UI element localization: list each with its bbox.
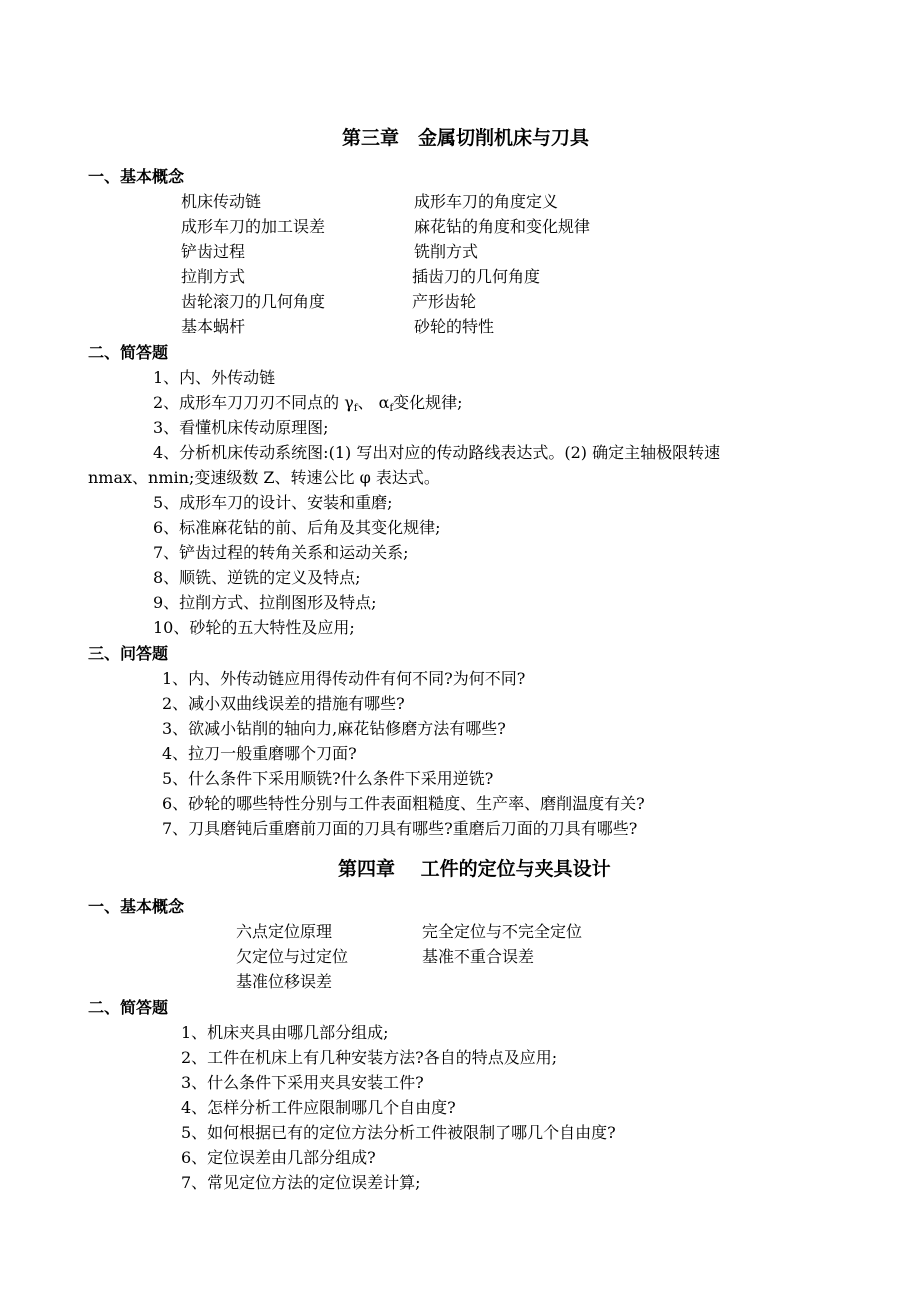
question-item: 4、分析机床传动系统图:(1) 写出对应的传动路线表达式。(2) 确定主轴极限转速 xyxy=(153,443,721,462)
chapter4-title: 第四章 工件的定位与夹具设计 xyxy=(338,858,611,880)
ch3-s3-heading: 三、问答题 xyxy=(88,644,169,663)
question-item-continued: nmax、nmin;变速级数 Z、转速公比 φ 表达式。 xyxy=(88,468,440,487)
ch3-s1-heading: 一、基本概念 xyxy=(88,167,185,186)
concept-term: 成形车刀的加工误差 xyxy=(181,217,326,236)
question-item: 3、什么条件下采用夹具安装工件? xyxy=(181,1073,424,1092)
concept-term: 成形车刀的角度定义 xyxy=(414,192,559,211)
concept-term: 铣削方式 xyxy=(414,242,479,261)
question-item: 4、拉刀一般重磨哪个刀面? xyxy=(162,744,357,763)
question-item: 5、成形车刀的设计、安装和重磨; xyxy=(153,493,393,512)
concept-term: 六点定位原理 xyxy=(236,922,333,941)
question-item: 7、常见定位方法的定位误差计算; xyxy=(181,1173,421,1192)
concept-term: 麻花钻的角度和变化规律 xyxy=(414,217,591,236)
question-item: 1、内、外传动链应用得传动件有何不同?为何不同? xyxy=(162,669,526,688)
ch3-s2-heading: 二、简答题 xyxy=(88,343,169,362)
concept-term: 基本蜗杆 xyxy=(181,317,246,336)
question-item: 5、如何根据已有的定位方法分析工件被限制了哪几个自由度? xyxy=(181,1123,616,1142)
concept-term: 砂轮的特性 xyxy=(414,317,495,336)
question-item: 6、砂轮的哪些特性分别与工件表面粗糙度、生产率、磨削温度有关? xyxy=(162,794,645,813)
question-item: 3、欲减小钻削的轴向力,麻花钻修磨方法有哪些? xyxy=(162,719,506,738)
ch4-s2-heading: 二、简答题 xyxy=(88,998,169,1017)
question-item: 9、拉削方式、拉削图形及特点; xyxy=(153,593,377,612)
concept-term: 铲齿过程 xyxy=(181,242,246,261)
concept-term: 插齿刀的几何角度 xyxy=(412,267,541,286)
concept-term: 拉削方式 xyxy=(181,267,246,286)
concept-term: 机床传动链 xyxy=(181,192,262,211)
concept-term: 完全定位与不完全定位 xyxy=(422,922,583,941)
question-item: 8、顺铣、逆铣的定义及特点; xyxy=(153,568,361,587)
question-item: 10、砂轮的五大特性及应用; xyxy=(153,618,355,637)
question-item: 2、成形车刀刀刃不同点的 $\gamma_f$、 $\alpha_f$变化规律; xyxy=(153,393,463,414)
question-item: 7、刀具磨钝后重磨前刀面的刀具有哪些?重磨后刀面的刀具有哪些? xyxy=(162,819,638,838)
question-item: 2、工件在机床上有几种安装方法?各自的特点及应用; xyxy=(181,1048,558,1067)
question-item: 7、铲齿过程的转角关系和运动关系; xyxy=(153,543,409,562)
question-item: 1、内、外传动链 xyxy=(153,368,276,387)
question-item: 4、怎样分析工件应限制哪几个自由度? xyxy=(181,1098,456,1117)
chapter3-title: 第三章 金属切削机床与刀具 xyxy=(342,127,590,149)
question-item: 3、看懂机床传动原理图; xyxy=(153,418,329,437)
concept-term: 齿轮滚刀的几何角度 xyxy=(181,292,326,311)
question-item: 5、什么条件下采用顺铣?什么条件下采用逆铣? xyxy=(162,769,494,788)
concept-term: 产形齿轮 xyxy=(412,292,477,311)
question-item: 6、标准麻花钻的前、后角及其变化规律; xyxy=(153,518,441,537)
concept-term: 欠定位与过定位 xyxy=(236,947,349,966)
question-item: 1、机床夹具由哪几部分组成; xyxy=(181,1023,389,1042)
ch4-s1-heading: 一、基本概念 xyxy=(88,897,185,916)
question-item: 6、定位误差由几部分组成? xyxy=(181,1148,376,1167)
question-item: 2、减小双曲线误差的措施有哪些? xyxy=(162,694,405,713)
concept-term: 基准位移误差 xyxy=(236,972,333,991)
concept-term: 基准不重合误差 xyxy=(422,947,535,966)
